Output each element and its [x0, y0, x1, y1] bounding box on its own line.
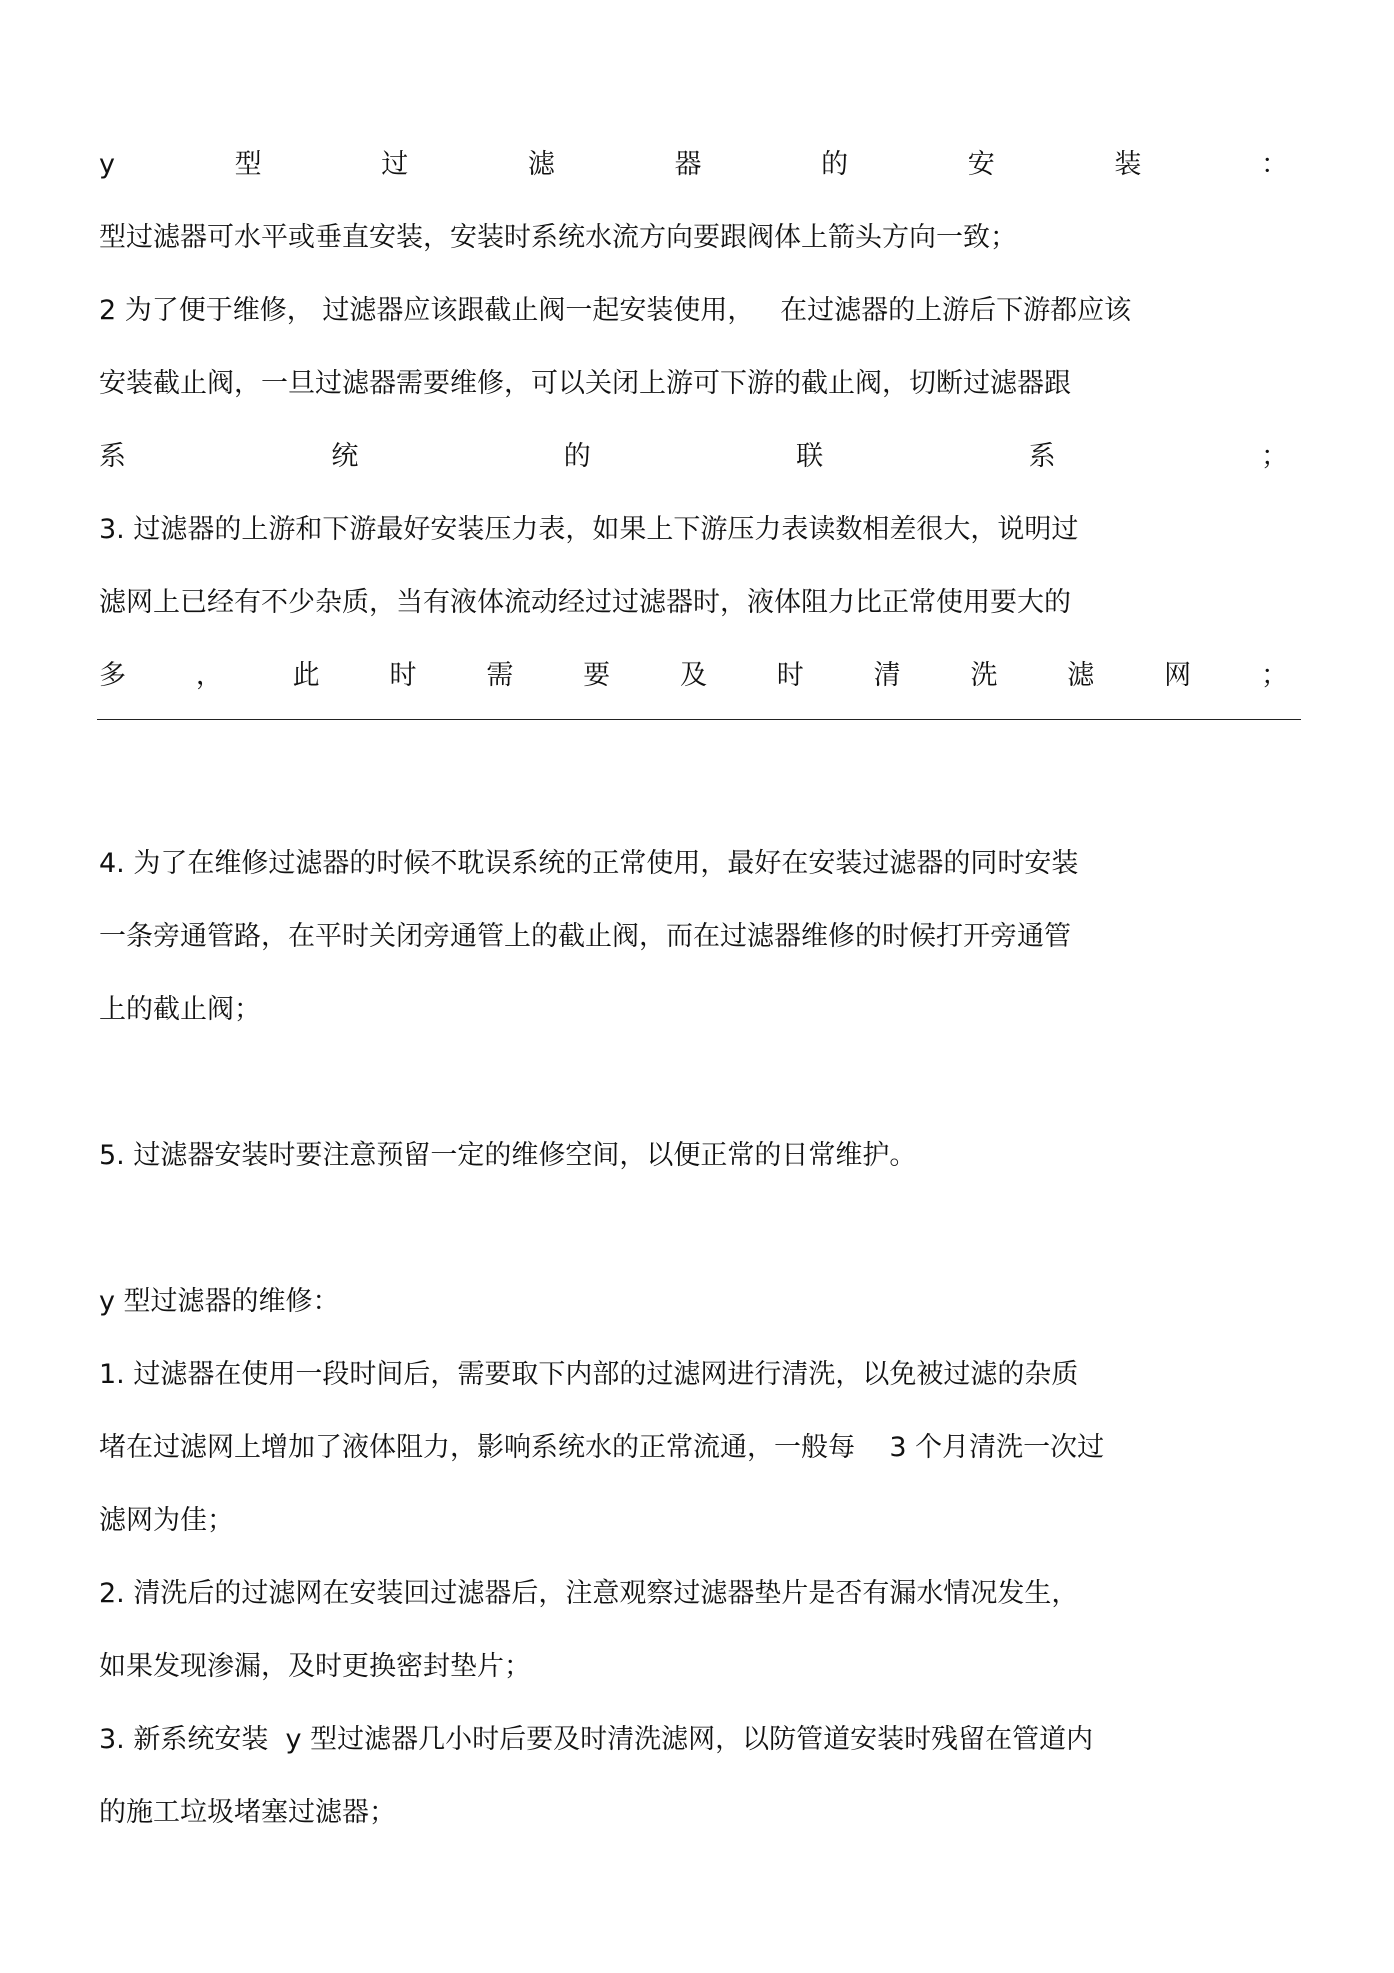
- paragraph-line: 安装截止阀，一旦过滤器需要维修，可以关闭上游可下游的截止阀，切断过滤器跟: [99, 368, 1071, 399]
- heading-char: 滤: [527, 149, 555, 180]
- paragraph-line-spread: [99, 656, 1288, 696]
- paragraph-line: 3. 新系统安装 y 型过滤器几小时后要及时清洗滤网，以防管道安装时残留在管道内: [99, 1724, 1094, 1755]
- spread-char: 多: [99, 660, 126, 691]
- paragraph-line: 如果发现渗漏，及时更换密封垫片；: [99, 1651, 531, 1682]
- spread-char: 系: [99, 441, 126, 472]
- spread-char: 洗: [970, 660, 998, 691]
- paragraph-line: 堵在过滤网上增加了液体阻力，影响系统水的正常流通，一般每 3 个月清洗一次过: [99, 1432, 1105, 1463]
- heading-char: 的: [821, 149, 849, 180]
- paragraph-line: 一条旁通管路，在平时关闭旁通管上的截止阀，而在过滤器维修的时候打开旁通管: [99, 921, 1071, 952]
- paragraph-line: 滤网为佳；: [99, 1505, 234, 1536]
- spread-char: 需: [486, 660, 514, 691]
- paragraph-line: 1. 过滤器在使用一段时间后，需要取下内部的过滤网进行清洗，以免被过滤的杂质: [99, 1359, 1079, 1390]
- paragraph-line: 的施工垃圾堵塞过滤器；: [99, 1797, 396, 1828]
- horizontal-divider: [97, 719, 1301, 720]
- paragraph-line: 上的截止阀；: [99, 994, 261, 1025]
- spread-char: 及: [679, 660, 707, 691]
- spread-char: 要: [583, 660, 611, 691]
- paragraph-line-spread: [99, 437, 1288, 477]
- paragraph-line: 2 为了便于维修， 过滤器应该跟截止阀一起安装使用， 在过滤器的上游后下游都应该: [99, 295, 1132, 326]
- section-heading-install: [99, 145, 1288, 185]
- heading-char: 安: [967, 149, 995, 180]
- heading-char: y: [99, 149, 115, 180]
- spread-char: 联: [796, 441, 824, 472]
- spread-char: 统: [331, 441, 359, 472]
- spread-char: 时: [389, 660, 417, 691]
- spread-char: ；: [1260, 660, 1288, 691]
- paragraph-line: 4. 为了在维修过滤器的时候不耽误系统的正常使用，最好在安装过滤器的同时安装: [99, 848, 1079, 879]
- spread-char: 网: [1164, 660, 1192, 691]
- heading-char: 装: [1114, 149, 1142, 180]
- spread-char: 时: [776, 660, 804, 691]
- spread-char: ，: [195, 660, 223, 691]
- spread-char: 此: [292, 660, 320, 691]
- section-heading-maintenance: y 型过滤器的维修：: [99, 1286, 340, 1317]
- spread-char: ；: [1260, 441, 1288, 472]
- spread-char: 的: [563, 441, 591, 472]
- paragraph-line: 5. 过滤器安装时要注意预留一定的维修空间，以便正常的日常维护。: [99, 1140, 917, 1171]
- heading-char: 型: [234, 149, 262, 180]
- spread-char: 系: [1028, 441, 1056, 472]
- paragraph-line: 型过滤器可水平或垂直安装，安装时系统水流方向要跟阀体上箭头方向一致；: [99, 222, 1017, 253]
- paragraph-line: 滤网上已经有不少杂质，当有液体流动经过过滤器时，液体阻力比正常使用要大的: [99, 587, 1071, 618]
- spread-char: 清: [873, 660, 901, 691]
- paragraph-line: 3. 过滤器的上游和下游最好安装压力表，如果上下游压力表读数相差很大，说明过: [99, 514, 1079, 545]
- heading-char: 器: [674, 149, 702, 180]
- heading-char: 过: [381, 149, 409, 180]
- spread-char: 滤: [1067, 660, 1095, 691]
- heading-char: ：: [1260, 149, 1288, 180]
- paragraph-line: 2. 清洗后的过滤网在安装回过滤器后，注意观察过滤器垫片是否有漏水情况发生，: [99, 1578, 1079, 1609]
